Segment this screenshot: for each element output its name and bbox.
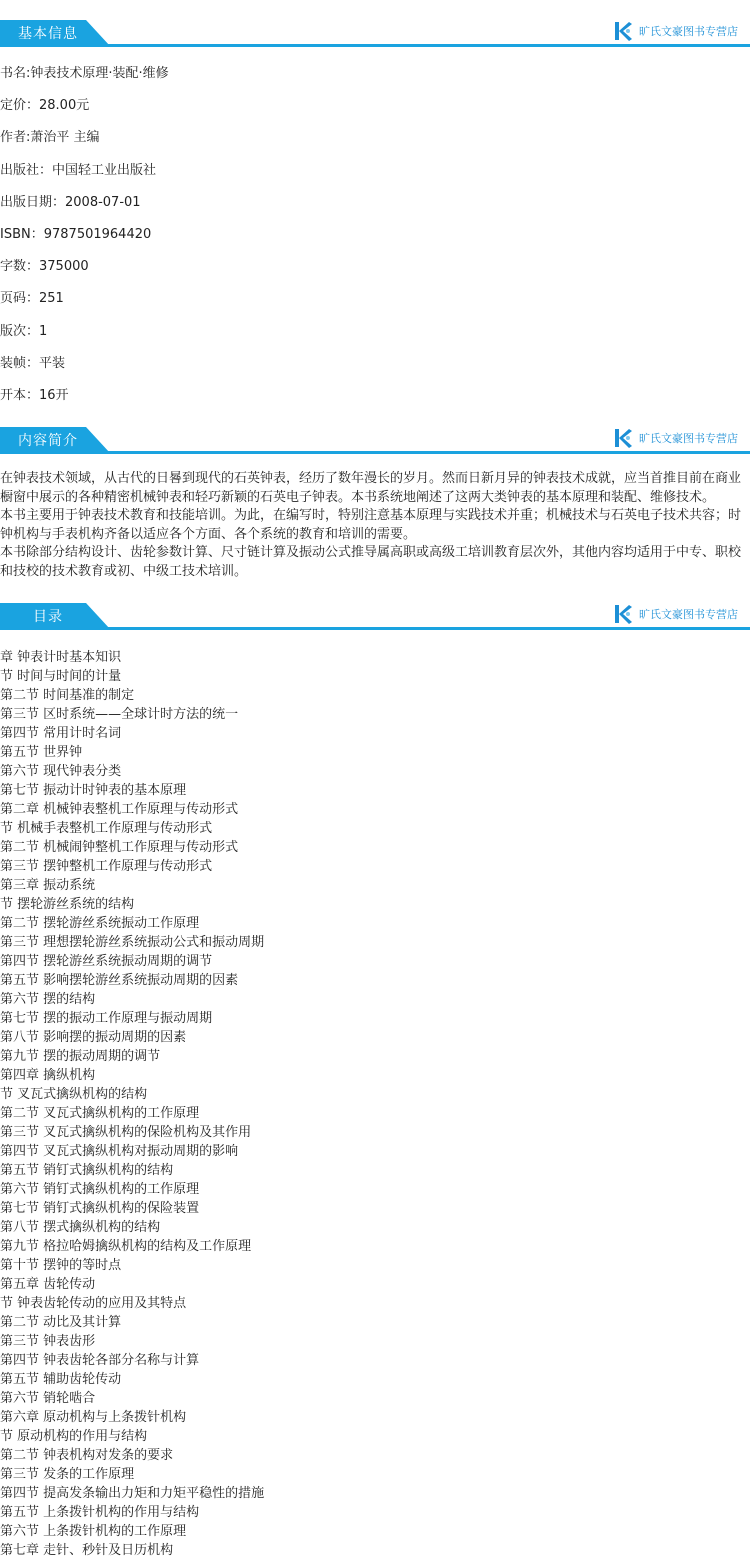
info-line: 装帧：平装 [0,356,66,371]
toc-item: 第四节 钟表齿轮各部分名称与计算 [0,1353,200,1368]
toc-item: 第四节 叉瓦式擒纵机构对振动周期的影响 [0,1144,239,1159]
info-line: 作者:萧治平 主编 [0,130,100,145]
toc-list [0,648,750,1560]
toc-item: 第五节 辅助齿轮传动 [0,1372,122,1387]
section-rule [0,627,750,630]
section-rule [0,44,750,47]
toc-item: 章 钟表计时基本知识 [0,650,122,665]
store-logo-icon [613,427,633,449]
toc-item: 第三节 区时系统——全球计时方法的统一 [0,707,239,722]
intro-text [0,470,748,581]
toc-item: 第二节 叉瓦式擒纵机构的工作原理 [0,1106,200,1121]
section-header-intro [0,427,750,457]
toc-item: 第二节 机械闹钟整机工作原理与传动形式 [0,840,239,855]
info-line: ISBN：9787501964420 [0,227,152,242]
info-line: 出版日期：2008-07-01 [0,195,141,210]
toc-item: 第二章 机械钟表整机工作原理与传动形式 [0,802,239,817]
toc-item: 节 时间与时间的计量 [0,669,122,684]
toc-item: 第四节 提高发条输出力矩和力矩平稳性的措施 [0,1486,265,1501]
toc-item: 第九节 格拉哈姆擒纵机构的结构及工作原理 [0,1239,252,1254]
toc-item: 第五节 销钉式擒纵机构的结构 [0,1163,174,1178]
toc-item: 第五节 上条拨针机构的作用与结构 [0,1505,200,1520]
toc-item: 第二节 摆轮游丝系统振动工作原理 [0,916,200,931]
toc-item: 节 摆轮游丝系统的结构 [0,897,135,912]
toc-item: 第三节 叉瓦式擒纵机构的保险机构及其作用 [0,1125,252,1140]
toc-item: 第七节 振动计时钟表的基本原理 [0,783,187,798]
intro-paragraph: 在钟表技术领域，从古代的日晷到现代的石英钟表，经历了数年漫长的岁月。然而日新月异的钟表技术成就，应当首推目前在商业橱窗中展示的各种精密机械钟表和轻巧新颖的石英电子钟表。本书系统地阐述了这两大类钟表的基本原理和装配、维修技术。 [0,471,742,505]
toc-item: 第九节 摆的振动周期的调节 [0,1049,161,1064]
store-name: 旷氏文豪图书专营店 [639,25,738,38]
store-logo-icon [613,20,633,42]
info-line: 定价：28.00元 [0,98,90,113]
toc-item: 第五章 齿轮传动 [0,1277,96,1292]
toc-item: 第七节 销钉式擒纵机构的保险装置 [0,1201,200,1216]
section-title: 目录 [33,609,63,625]
section-title: 基本信息 [18,26,78,42]
info-line: 书名:钟表技术原理·装配·维修 [0,66,169,81]
toc-item: 第二节 动比及其计算 [0,1315,122,1330]
toc-item: 第三章 振动系统 [0,878,96,893]
section-header-basic [0,20,750,50]
info-line: 版次：1 [0,324,48,339]
intro-paragraph: 本书除部分结构设计、齿轮参数计算、尺寸链计算及振动公式推导属高职或高级工培训教育层次外，其他内容均适用于中专、职校和技校的技术教育或初、中级工技术培训。 [0,545,742,579]
toc-item: 第二节 时间基准的制定 [0,688,135,703]
store-name: 旷氏文豪图书专营店 [639,432,738,445]
toc-item: 第二节 钟表机构对发条的要求 [0,1448,174,1463]
toc-item: 第四章 擒纵机构 [0,1068,96,1083]
toc-item: 第三节 发条的工作原理 [0,1467,135,1482]
toc-item: 第六节 摆的结构 [0,992,96,1007]
toc-item: 第八节 影响摆的振动周期的因素 [0,1030,187,1045]
toc-item: 第四节 摆轮游丝系统振动周期的调节 [0,954,213,969]
toc-item: 第五节 影响摆轮游丝系统振动周期的因素 [0,973,239,988]
toc-item: 第六节 现代钟表分类 [0,764,122,779]
store-name: 旷氏文豪图书专营店 [639,608,738,621]
toc-item: 第四节 常用计时名词 [0,726,122,741]
toc-item: 第八节 摆式擒纵机构的结构 [0,1220,161,1235]
toc-item: 第三节 钟表齿形 [0,1334,96,1349]
toc-item: 第三节 摆钟整机工作原理与传动形式 [0,859,213,874]
toc-item: 第三节 理想摆轮游丝系统振动公式和振动周期 [0,935,265,950]
toc-item: 第六章 原动机构与上条拨针机构 [0,1410,187,1425]
store-logo-icon [613,603,633,625]
info-line: 出版社：中国轻工业出版社 [0,163,157,178]
toc-item: 节 原动机构的作用与结构 [0,1429,148,1444]
toc-item: 第七节 摆的振动工作原理与振动周期 [0,1011,213,1026]
brand-logo [613,427,738,449]
info-line: 开本：16开 [0,388,69,403]
info-line: 页码：251 [0,291,64,306]
toc-item: 节 钟表齿轮传动的应用及其特点 [0,1296,187,1311]
section-tab [0,603,112,629]
section-rule [0,451,750,454]
toc-item: 第五节 世界钟 [0,745,83,760]
toc-item: 节 机械手表整机工作原理与传动形式 [0,821,213,836]
toc-item: 第六节 销轮啮合 [0,1391,96,1406]
brand-logo [613,20,738,42]
section-tab [0,427,112,453]
toc-item: 第六节 销钉式擒纵机构的工作原理 [0,1182,200,1197]
section-header-toc [0,603,750,633]
section-tab [0,20,112,46]
toc-item: 第六节 上条拨针机构的工作原理 [0,1524,187,1539]
toc-item: 第七章 走针、秒针及日历机构 [0,1543,174,1558]
info-line: 字数：375000 [0,259,89,274]
intro-paragraph: 本书主要用于钟表技术教育和技能培训。为此，在编写时，特别注意基本原理与实践技术并重；机械技术与石英电子技术共容；时钟机构与手表机构齐备以适应各个方面、各个系统的教育和培训的需要。 [0,508,742,542]
brand-logo [613,603,738,625]
toc-item: 第十节 摆钟的等时点 [0,1258,122,1273]
section-title: 内容简介 [18,433,78,449]
toc-item: 节 叉瓦式擒纵机构的结构 [0,1087,148,1102]
